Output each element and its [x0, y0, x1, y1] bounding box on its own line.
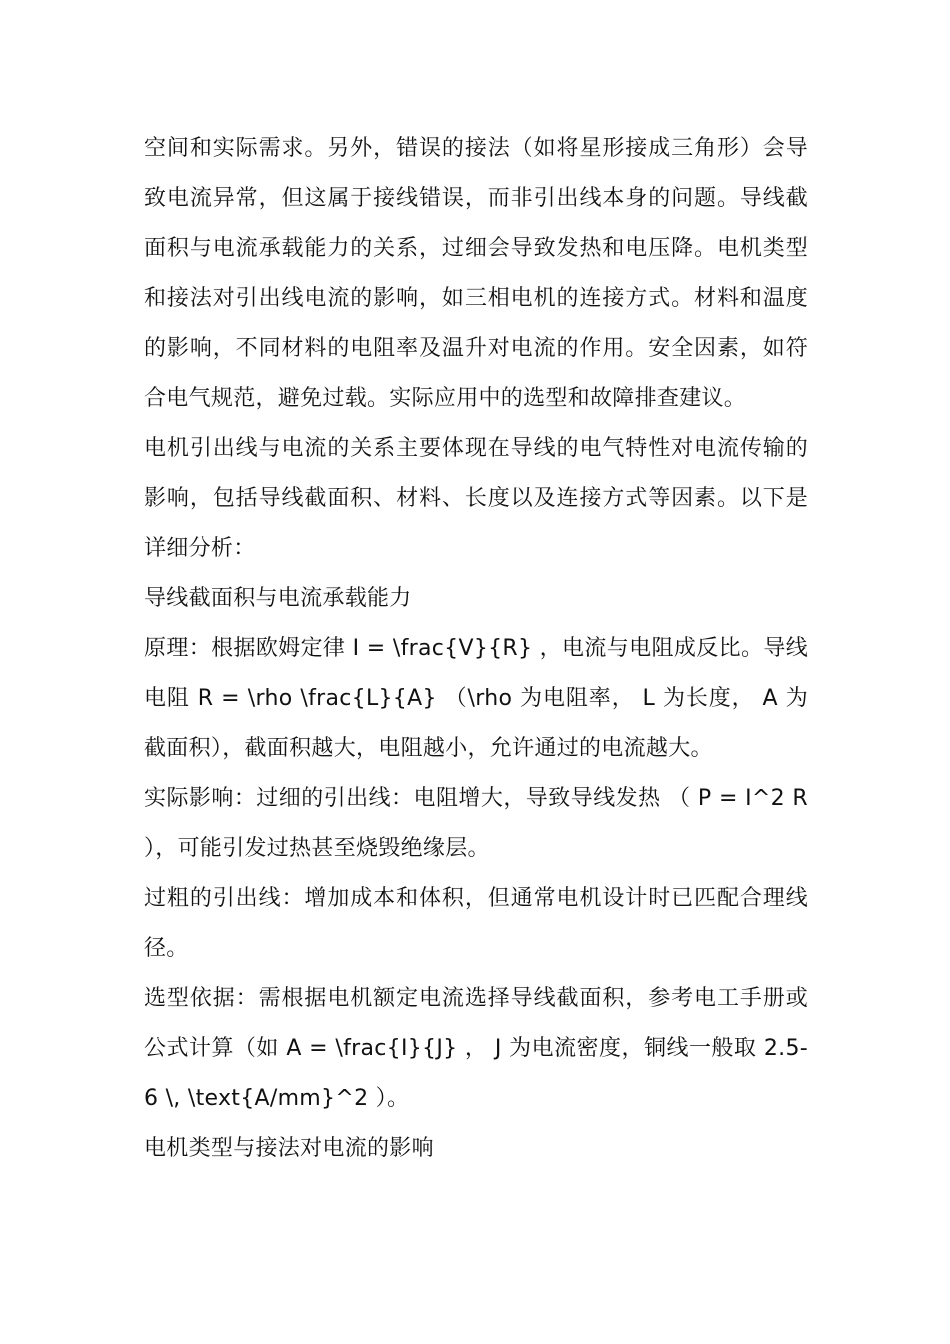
section-heading-cross-section: 导线截面积与电流承载能力 [144, 586, 412, 611]
paragraph-principle: 原理：根据欧姆定律 I = \frac{V}{R} ，电流与电阻成反比。导线电阻 R = \rho \frac{L}{A} （\rho 为电阻率， L 为长度， A 为截面积），截面积越大，电阻越小，允许通过的电流越大。 [144, 636, 808, 761]
document-body [144, 124, 808, 1174]
paragraph-intro-summary: 空间和实际需求。另外，错误的接法（如将星形接成三角形）会导致电流异常，但这属于接线错误，而非引出线本身的问题。导线截面积与电流承载能力的关系，过细会导致发热和电压降。电机类型和接法对引出线电流的影响，如三相电机的连接方式。材料和温度的影响，不同材料的电阻率及温升对电流的作用。安全因素，如符合电气规范，避免过载。实际应用中的选型和故障排查建议。 [144, 136, 808, 411]
paragraph-selection-basis: 选型依据：需根据电机额定电流选择导线截面积，参考电工手册或公式计算（如 A = \frac{I}{J} ， J 为电流密度，铜线一般取 2.5-6 \, \text{A/mm}^2 ）。 [144, 986, 808, 1111]
section-heading-motor-type: 电机类型与接法对电流的影响 [144, 1136, 434, 1161]
paragraph-practical-impact: 实际影响：过细的引出线：电阻增大，导致导线发热 （ P = I^2 R ），可能引发过热甚至烧毁绝缘层。 [144, 786, 808, 861]
paragraph-overview: 电机引出线与电流的关系主要体现在导线的电气特性对电流传输的影响，包括导线截面积、材料、长度以及连接方式等因素。以下是详细分析： [144, 436, 808, 561]
paragraph-thick-wire: 过粗的引出线：增加成本和体积，但通常电机设计时已匹配合理线径。 [144, 886, 808, 961]
